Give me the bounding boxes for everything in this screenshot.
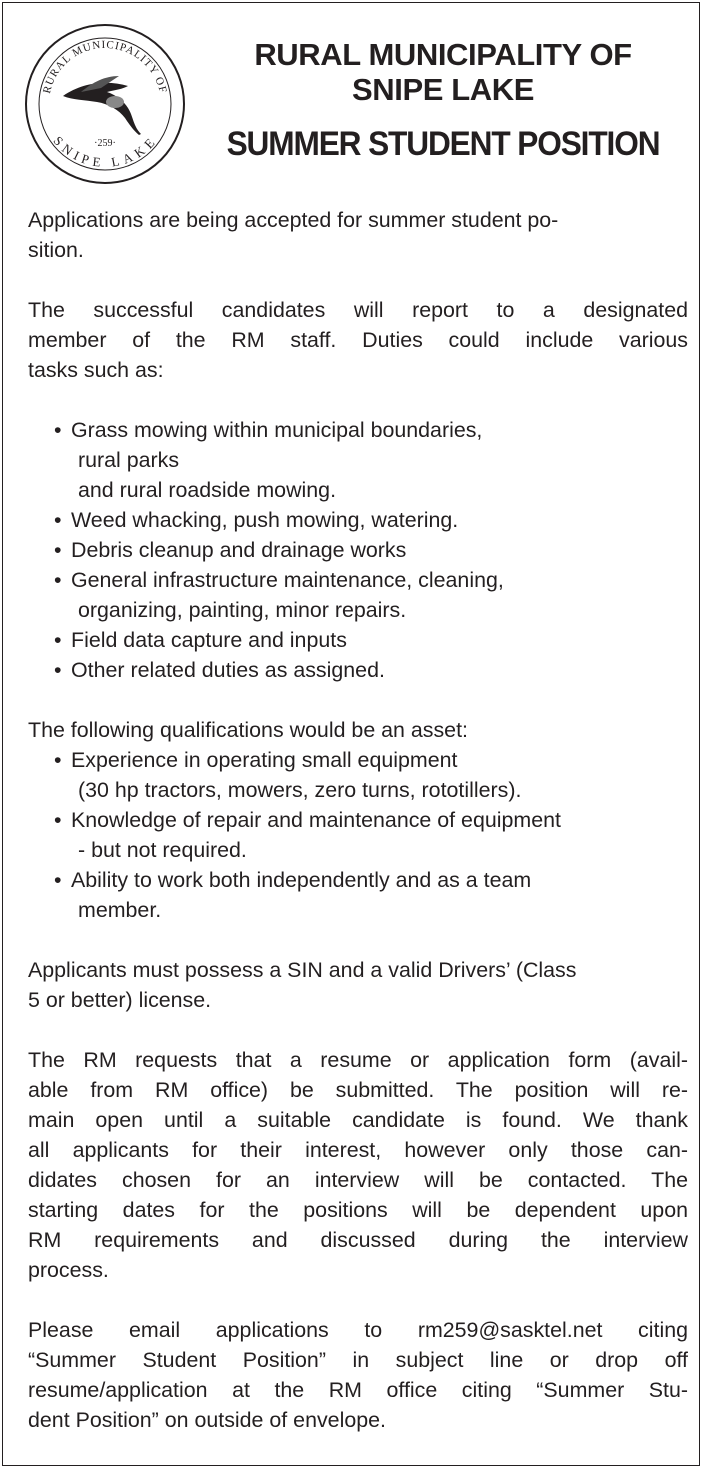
resume-paragraph: The RM requests that a resume or application form (avail- able from RM office) be submitted. The position will re- main open until a suitable candidate is found. We thank all applicants for their interest, however only those can- didates chosen for an interview will be contacted. The starting dates for the positions will be dependent upon RM requirements and discussed during the interview process. — [28, 1048, 688, 1282]
header-line-2: SNIPE LAKE — [351, 72, 535, 107]
list-item: • Weed whacking, push mowing, watering. — [54, 508, 459, 532]
qualifications-list — [28, 745, 688, 925]
list-item: • Field data capture and inputs — [54, 628, 347, 652]
snipe-bird-icon — [63, 76, 141, 135]
list-item: • Experience in operating small equipment (30 hp tractors, mowers, zero turns, rototillers). — [54, 748, 522, 802]
qualifications-intro: The following qualifications would be an asset: — [28, 718, 468, 742]
list-item: • Knowledge of repair and maintenance of equipment - but not required. — [54, 808, 561, 862]
duties-intro-paragraph: The successful candidates will report to a designated member of the RM staff. Duties could include various tasks such as: — [28, 298, 688, 382]
license-paragraph: Applicants must possess a SIN and a valid Drivers’ (Class 5 or better) license. — [28, 958, 577, 1012]
intro-paragraph: Applications are being accepted for summer student po- sition. — [28, 208, 559, 262]
list-item: • Debris cleanup and drainage works — [54, 538, 407, 562]
list-item: • Grass mowing within municipal boundaries, rural parks and rural roadside mowing. — [54, 418, 483, 502]
header-title — [203, 37, 683, 107]
seal-bottom-text: SNIPE LAKE — [50, 133, 160, 170]
list-item: • Other related duties as assigned. — [54, 658, 385, 682]
seal-top-text: RURAL MUNICIPALITY OF — [41, 38, 169, 95]
header-line-1: RURAL MUNICIPALITY OF — [254, 37, 632, 72]
duties-list — [28, 415, 688, 685]
list-item: • Ability to work both independently and as a team member. — [54, 868, 532, 922]
municipal-seal-logo — [23, 22, 187, 186]
seal-number: ·259· — [94, 138, 116, 149]
position-title: SUMMER STUDENT POSITION — [226, 125, 660, 163]
advertisement — [2, 2, 700, 1466]
list-item: • General infrastructure maintenance, cleaning, organizing, painting, minor repairs. — [54, 568, 504, 622]
ad-body — [28, 205, 688, 1435]
email-paragraph: Please email applications to rm259@sasktel.net citing “Summer Student Position” in subject line or drop off resume/application at the RM office citing “Summer Stu- dent Position” on outside of envelope. — [28, 1318, 688, 1432]
